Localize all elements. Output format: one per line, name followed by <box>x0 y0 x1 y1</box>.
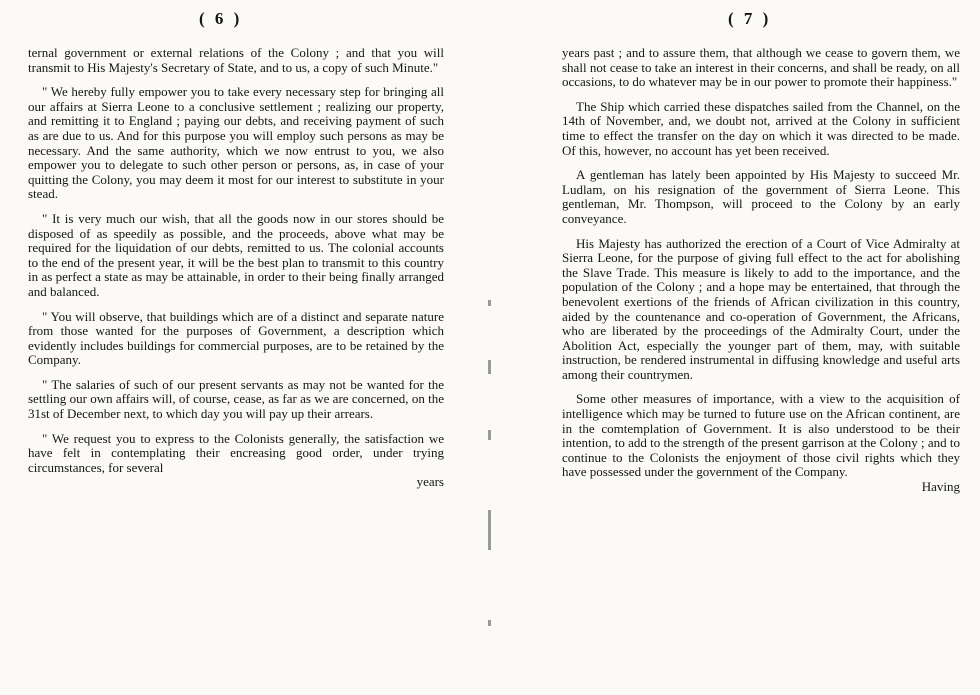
paragraph: His Majesty has authorized the erection of a Court of Vice Admiralty at Sierra Leone, for the purpose of giving full effect to the act for abolishing the Slave Trade. This measure is likely to add to the importance, and the population of the Colony ; and a hope may be entertained, that through the benevolent exertions of the friends of African civilization in this country, aided by the countenance and co-operation of Government, the Africans, who are liberated by the proceedings of the Admiralty Court, under the Abolition Act, especially the younger part of them, may, with suitable instruction, be rendered instrumental in diffusing knowledge and useful arts among their countrymen. <box>562 235 960 382</box>
page-number-right: ( 7 ) <box>728 9 772 28</box>
catchword: Having <box>921 479 960 495</box>
paragraph: " It is very much our wish, that all the goods now in our stores should be disposed of as speedily as possible, and the proceeds, above what may be required for the liquidation of our debts, remitted to us. The colonial accounts to the end of the present year, it will be the best plan to transmit to this country in as perfect a state as may be attainable, in order to their being finally arranged and balanced. <box>28 210 444 299</box>
page-number-left: ( 6 ) <box>199 9 243 28</box>
right-text-column <box>562 46 960 495</box>
paragraph: " We request you to express to the Colonists generally, the satisfaction we have felt in contemplating their encreasing good order, under trying circumstances, for several <box>28 430 444 475</box>
paragraph: " You will observe, that buildings which are of a distinct and separate nature from those wanted for the purposes of Government, a description which evidently includes buildings for commercial purposes, are to be retained by the Company. <box>28 308 444 368</box>
paragraph: Some other measures of importance, with a view to the acquisition of intelligence which may be turned to future use on the African continent, are in the comtemplation of Government. It is also understood to be their intention, to add to the strength of the present garrison at the Colony ; and to continue to the Colonists the enjoyment of those civil rights which they have possessed under the government of the Company. <box>562 391 960 480</box>
paragraph: " The salaries of such of our present servants as may not be wanted for the settling our own affairs will, of course, cease, as far as we are concerned, on the 31st of December next, to which day you will pay up their arrears. <box>28 376 444 422</box>
paragraph: ternal government or external relations of the Colony ; and that you will transmit to His Majesty's Secretary of State, and to us, a copy of such Minute." <box>28 45 444 75</box>
right-page <box>490 0 980 695</box>
catchword: years <box>416 474 444 490</box>
paragraph: A gentleman has lately been appointed by His Majesty to succeed Mr. Ludlam, on his resignation of the government of Sierra Leone. This gentleman, Mr. Thompson, will proceed to the Colony by an early conveyance. <box>562 167 960 226</box>
left-text-column <box>28 46 444 490</box>
paragraph: years past ; and to assure them, that although we cease to govern them, we shall not cease to take an interest in their concerns, and shall be ready, on all occasions, to do whatever may be in our power to promote their happiness." <box>562 45 960 90</box>
paragraph: " We hereby fully empower you to take every necessary step for bringing all our affairs at Sierra Leone to a conclusive settlement ; realizing our property, and remitting it to England ; paying our debts, and receiving payment of such as are due to us. And for this purpose you will employ such persons as may be necessary. And the same authority, which we now entrust to you, we also empower you to delegate to such other person or persons, as, in case of your quitting the Colony, you may deem it most for our interest to substitute in your stead. <box>28 84 444 202</box>
paragraph: The Ship which carried these dispatches sailed from the Channel, on the 14th of November, and, we doubt not, arrived at the Colony in sufficient time to effect the transfer on the day on which it was directed to be made. Of this, however, no account has yet been received. <box>562 98 960 158</box>
